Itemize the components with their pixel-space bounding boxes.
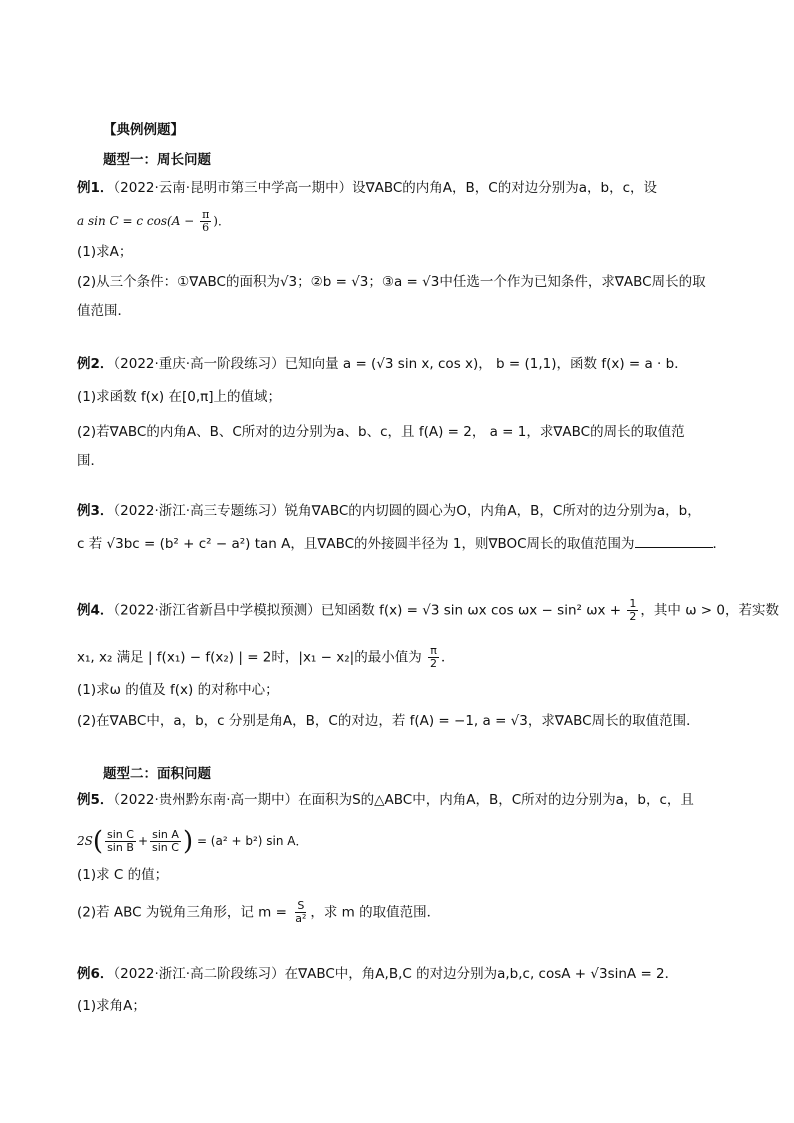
answer-blank xyxy=(635,533,713,548)
example-6-q1: (1)求角A； xyxy=(77,998,146,1014)
fraction-pi-2: $\frac{\pi}{2}$ xyxy=(430,644,437,670)
example-4-line: 例4．（2022·浙江省新昌中学模拟预测）已知函数 f(x) = √3 sin ωx cos ωx − sin² ωx + $\frac{1}{2}$ ，其中 ω > 0，若实数 xyxy=(77,597,779,623)
example-5-line xyxy=(77,790,694,810)
section-header: 【典例例题】 xyxy=(103,122,184,138)
example-text: x₁, x₂ 满足 | f(x₁) − f(x₂) | = 2时，|x₁ − x₂|的最小值为 xyxy=(77,649,422,666)
fraction-sinC-sinB: $\frac{\text{sin C}}{\text{sin B}}$ xyxy=(107,828,134,854)
example-label: 例5． xyxy=(77,792,114,808)
fraction-one-half: $\frac{1}{2}$ xyxy=(629,597,637,623)
example-label: 例6． xyxy=(77,966,114,982)
example-text: （2022·重庆·高一阶段练习）已知向量 a = (√3 sin x, cos x)， b = (1,1)，函数 f(x) = a · b． xyxy=(113,356,688,372)
example-text: c 若 √3bc = (b² + c² − a²) tan A，且∇ABC的外接圆半径为 1，则∇BOC周长的取值范围为 xyxy=(77,536,635,552)
example-3-line2: c 若 √3bc = (b² + c² − a²) tan A，且∇ABC的外接圆半径为 1，则∇BOC周长的取值范围为 ． xyxy=(77,533,726,554)
fraction-pi-6: $\frac{\pi}{6}$ xyxy=(202,208,210,234)
example-2-q1: (1)求函数 f(x) 在[0,π]上的值域； xyxy=(77,389,282,405)
example-4-line2: x₁, x₂ 满足 | f(x₁) − f(x₂) | = 2时，|x₁ − x₂|的最小值为 $\frac{\pi}{2}$ ． xyxy=(77,644,455,670)
formula-right: )． xyxy=(213,214,230,228)
example-label: 例3． xyxy=(77,503,114,519)
example-1-q1: (1)求A； xyxy=(77,244,133,260)
example-4-q2: (2)在∇ABC中，a，b，c 分别是角A，B，C的对边，若 f(A) = −1, a = √3，求∇ABC周长的取值范围． xyxy=(77,713,700,729)
example-1-q2-cont: 值范围． xyxy=(77,303,131,319)
example-label: 例4． xyxy=(77,602,114,619)
example-text: （2022·贵州黔东南·高一期中）在面积为S的△ABC中，内角A，B，C所对的边分别为a，b，c，且 xyxy=(113,792,694,808)
example-label: 例1． xyxy=(77,180,114,196)
example-6-line xyxy=(77,964,678,984)
section-title-perimeter: 题型一：周长问题 xyxy=(103,152,211,168)
example-text: （2022·浙江·高二阶段练习）在∇ABC中，角A,B,C 的对边分别为a,b,c, cosA + √3sinA = 2． xyxy=(113,966,679,982)
example-4-q1: (1)求ω 的值及 f(x) 的对称中心； xyxy=(77,682,279,698)
example-3-line xyxy=(77,501,701,521)
example-label: 例2． xyxy=(77,356,114,372)
example-2-line xyxy=(77,354,688,374)
fraction-S-a2: $\frac{S}{\text{a²}}$ xyxy=(295,899,307,925)
example-2-q2: (2)若∇ABC的内角A、B、C所对的边分别为a、b、c，且 f(A) = 2， a = 1，求∇ABC的周长的取值范 xyxy=(77,424,685,440)
fraction-sinA-sinC: $\frac{\text{sin A}}{\text{sin C}}$ xyxy=(152,828,179,854)
formula-left: a sin C = c cos(A − xyxy=(77,214,195,228)
example-5-formula: 2S( $\frac{\text{sin C}}{\text{sin B}}$ + $\frac{\text{sin A}}{\text{sin C}}$ ) = (a² + b²) sin A． xyxy=(77,826,308,857)
example-1-q2: (2)从三个条件：①∇ABC的面积为√3；②b = √3；③a = √3中任选一个作为已知条件，求∇ABC周长的取 xyxy=(77,274,706,290)
section-title-area: 题型二：面积问题 xyxy=(103,766,211,782)
example-1-formula xyxy=(77,209,230,234)
example-text: （2022·浙江·高三专题练习）锐角∇ABC的内切圆的圆心为O，内角A，B，C所对的边分别为a，b， xyxy=(113,503,701,519)
example-5-q2: (2)若 ABC 为锐角三角形，记 m = $\frac{S}{\text{a²}}$ ，求 m 的取值范围． xyxy=(77,899,441,925)
example-5-q1: (1)求 C 的值； xyxy=(77,867,169,883)
example-2-q2-cont: 围． xyxy=(77,453,104,469)
example-text: （2022·浙江省新昌中学模拟预测）已知函数 f(x) = √3 sin ωx cos ωx − sin² ωx + xyxy=(113,602,622,619)
example-1-line xyxy=(77,178,657,198)
example-text: （2022·云南·昆明市第三中学高一期中）设∇ABC的内角A，B，C的对边分别为a，b，c，设 xyxy=(113,180,657,196)
